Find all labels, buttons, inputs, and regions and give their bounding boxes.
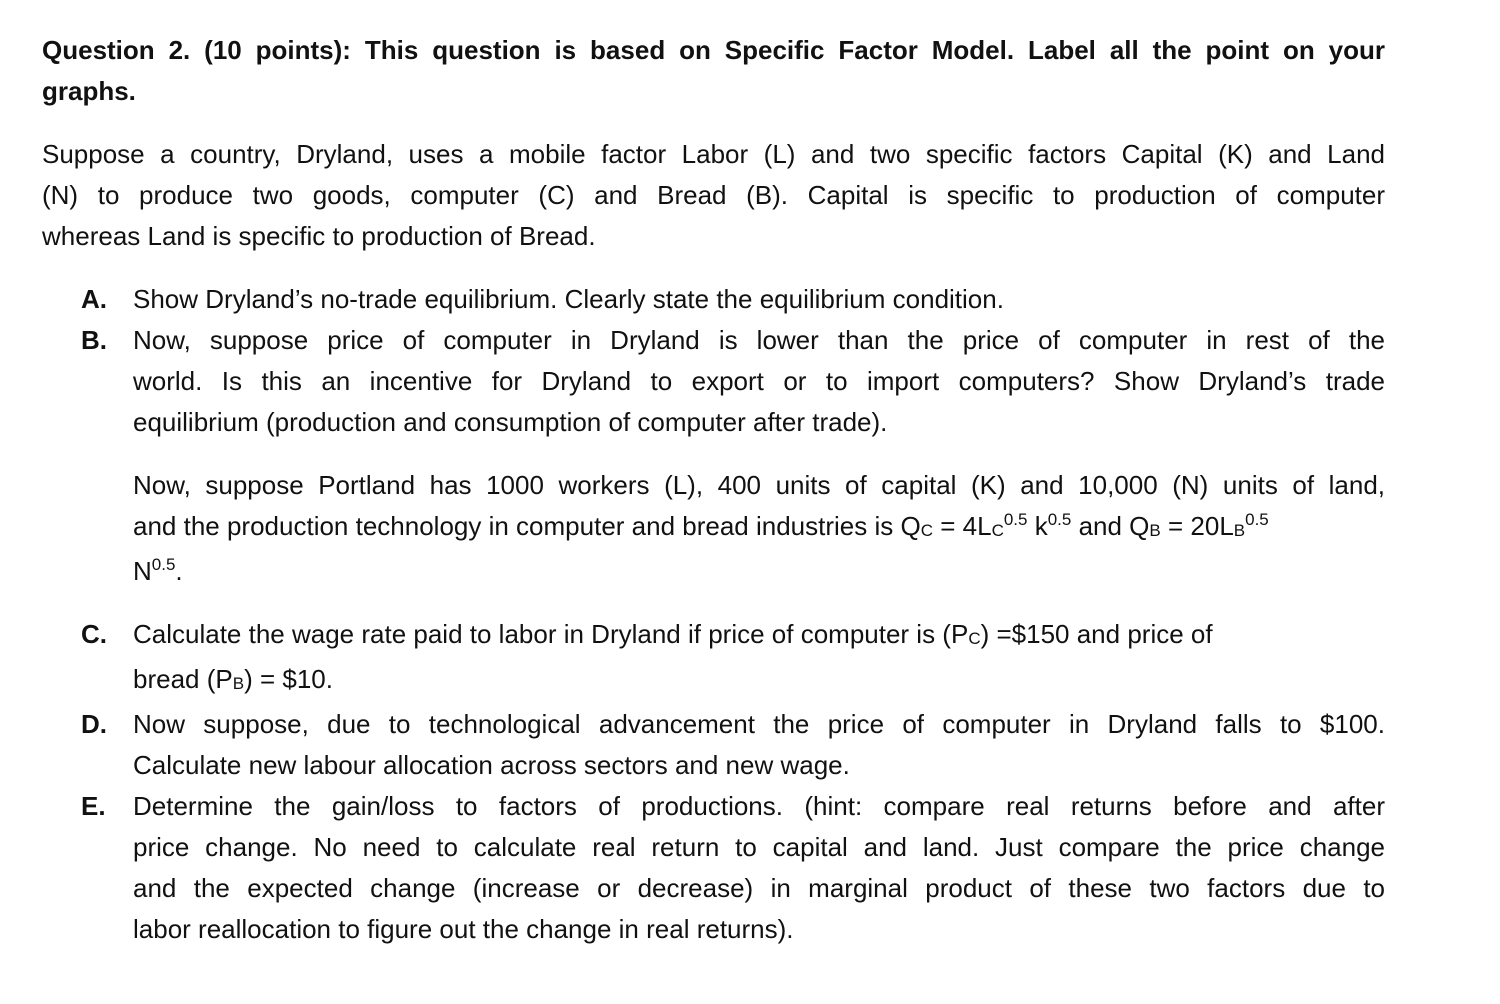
question-document <box>42 30 1385 950</box>
part-letter: B. <box>81 325 107 355</box>
part-line: Now suppose, due to technological advancement the price of computer in Dryland falls to $100. <box>133 709 1385 739</box>
question-title-continued: graphs. <box>42 76 136 106</box>
note-line: Now, suppose Portland has 1000 workers (L), 400 units of capital (K) and 10,000 (N) units of land, <box>133 470 1385 500</box>
intro-line: whereas Land is specific to production of Bread. <box>42 221 596 251</box>
question-parts-cde <box>42 614 1385 950</box>
production-function-line <box>133 506 1385 551</box>
part-letter: C. <box>81 619 107 649</box>
part-line: Show Dryland’s no-trade equilibrium. Clearly state the equilibrium condition. <box>133 284 1004 314</box>
intro-paragraph <box>42 134 1385 257</box>
portland-setup-paragraph <box>42 465 1385 592</box>
part-line: Calculate the wage rate paid to labor in Dryland if price of computer is (PC) =$150 and price of <box>133 619 1213 649</box>
part-letter: E. <box>81 791 106 821</box>
question-title: Question 2. (10 points): This question is based on Specific Factor Model. Label all the point on your <box>42 35 1385 65</box>
part-line: bread (PB) = $10. <box>133 664 333 694</box>
intro-line: (N) to produce two goods, computer (C) and Bread (B). Capital is specific to production of computer <box>42 180 1385 210</box>
part-a <box>42 279 1385 320</box>
part-line: price change. No need to calculate real return to capital and land. Just compare the price change <box>133 832 1385 862</box>
question-parts-ab <box>42 279 1385 443</box>
part-b <box>42 320 1385 443</box>
part-line: Calculate new labour allocation across sectors and new wage. <box>133 750 850 780</box>
note-line: $N^{0.5}$. <box>133 555 183 586</box>
part-line: Now, suppose price of computer in Dryland is lower than the price of computer in rest of the <box>133 325 1385 355</box>
part-d <box>42 704 1385 786</box>
part-letter: A. <box>81 284 107 314</box>
part-line: and the expected change (increase or decrease) in marginal product of these two factors due to <box>133 873 1385 903</box>
part-c <box>42 614 1385 704</box>
part-line: labor reallocation to figure out the change in real returns). <box>133 914 794 944</box>
part-line: world. Is this an incentive for Dryland to export or to import computers? Show Dryland’s trade <box>133 366 1385 396</box>
part-e <box>42 786 1385 950</box>
part-line: equilibrium (production and consumption of computer after trade). <box>133 407 888 437</box>
intro-line: Suppose a country, Dryland, uses a mobile factor Labor (L) and two specific factors Capital (K) and Land <box>42 139 1385 169</box>
part-letter: D. <box>81 709 107 739</box>
formula-text: and the production technology in computer and bread industries is QC = $4LC^{0.5}$ $k^{0.5}$ and QB = $20LB^{0.5}$ <box>133 510 1269 541</box>
part-line: Determine the gain/loss to factors of productions. (hint: compare real returns before and after <box>133 791 1385 821</box>
